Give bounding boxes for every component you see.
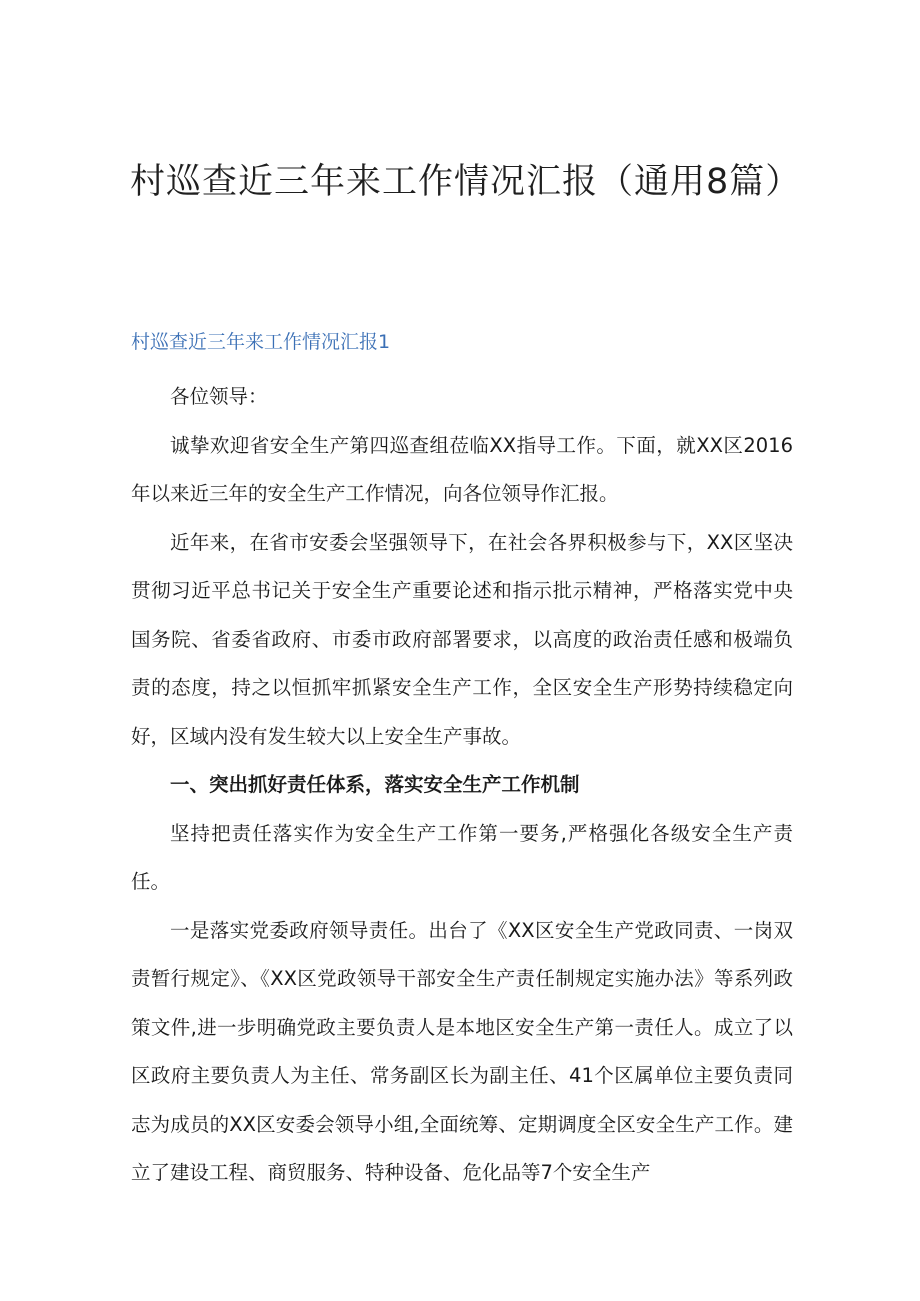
- paragraph-overview: 近年来，在省市安委会坚强领导下，在社会各界积极参与下，XX区坚决贯彻习近平总书记关于安全生产重要论述和指示批示精神，严格落实党中央国务院、省委省政府、市委市政府部署要求，以高度的政治责任感和极端负责的态度，持之以恒抓牢抓紧安全生产工作，全区安全生产形势持续稳定向好，区域内没有发生较大以上安全生产事故。: [131, 530, 793, 748]
- document-body: [131, 373, 793, 1198]
- document-title: 村巡查近三年来工作情况汇报（通用8篇）: [130, 162, 802, 202]
- paragraph-responsibility: 坚持把责任落实作为安全生产工作第一要务,严格强化各级安全生产责任。: [131, 821, 793, 893]
- paragraph-welcome: 诚挚欢迎省安全生产第四巡查组莅临XX指导工作。下面，就XX区2016年以来近三年的安全生产工作情况，向各位领导作汇报。: [131, 433, 793, 505]
- section-heading: 村巡查近三年来工作情况汇报1: [131, 331, 391, 353]
- paragraph-salutation: 各位领导：: [170, 385, 268, 408]
- paragraph-leadership: 一是落实党委政府领导责任。出台了《XX区安全生产党政同责、一岗双责暂行规定》、《XX区党政领导干部安全生产责任制规定实施办法》等系列政策文件,进一步明确党政主要负责人是本地区安全生产第一责任人。成立了以区政府主要负责人为主任、常务副区长为副主任、41个区属单位主要负责同志为成员的XX区安委会领导小组,全面统筹、定期调度全区安全生产工作。建立了建设工程、商贸服务、特种设备、危化品等7个安全生产: [131, 918, 793, 1184]
- paragraph-subheading-1: 一、突出抓好责任体系，落实安全生产工作机制: [170, 773, 580, 796]
